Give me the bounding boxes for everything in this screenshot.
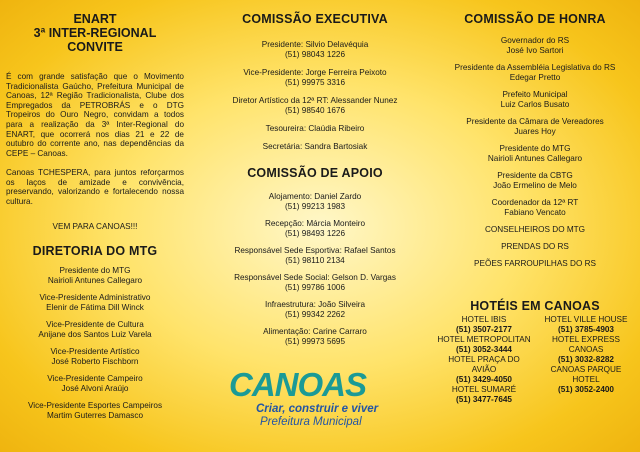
phone: (51) 98110 2134 <box>285 256 345 265</box>
member: Vice-Presidente: Jorge Ferreira Peixoto <box>243 68 387 77</box>
person-name: Martim Guterres Damasco <box>47 411 143 420</box>
invitation-closing: VEM PARA CANOAS!!! <box>52 222 138 231</box>
list-item <box>436 117 634 137</box>
list-item <box>436 198 634 218</box>
list-item <box>6 347 184 367</box>
title-line: ENART <box>73 12 117 26</box>
hotel-name: HOTEL IBIS <box>461 315 507 324</box>
hotel-phone: (51) 3429-4050 <box>456 375 512 384</box>
member: Responsável Sede Social: Gelson D. Vargas <box>234 273 396 282</box>
phone: (51) 99213 1983 <box>284 202 346 211</box>
list-item <box>214 96 416 116</box>
phone: (51) 98493 1226 <box>284 229 346 238</box>
list-item <box>214 142 416 152</box>
member: Tesoureira: Claúdia Ribeiro <box>265 124 365 133</box>
title-line: 3ª INTER-REGIONAL <box>33 26 157 40</box>
list-item <box>436 63 634 83</box>
phone: (51) 99975 3316 <box>284 78 346 87</box>
person-name: Nairioli Antunes Callegaro <box>47 276 143 285</box>
person-name: João Ermelino de Melo <box>493 181 577 190</box>
logo-slogan: Criar, construir e viver <box>256 403 379 415</box>
list-item <box>6 266 184 286</box>
role: Presidente do MTG <box>499 144 571 153</box>
person-name: José Ivo Sartori <box>506 46 564 55</box>
invitation-title <box>6 12 184 54</box>
executiva-list <box>214 40 416 152</box>
list-item <box>214 327 416 347</box>
list-item <box>214 68 416 88</box>
list-item <box>436 259 634 269</box>
member: Alimentação: Carine Carraro <box>263 327 367 336</box>
hotel-phone: (51) 3785-4903 <box>558 325 614 334</box>
role: Vice-Presidente de Cultura <box>46 320 144 329</box>
role: Presidente da Assembléia Legislativa do RS <box>454 63 616 72</box>
logo-subtitle: Prefeitura Municipal <box>260 416 362 428</box>
hotel-phone: (51) 3032-8282 <box>558 355 614 364</box>
role: Vice-Presidente Campeiro <box>47 374 143 383</box>
member: Responsável Sede Esportiva: Rafael Santos <box>234 246 396 255</box>
executiva-heading: COMISSÃO EXECUTIVA <box>242 12 388 26</box>
list-item <box>436 90 634 110</box>
role: Vice-Presidente Artístico <box>50 347 140 356</box>
hotel-name: CANOAS PARQUE HOTEL <box>550 365 622 384</box>
list-item <box>214 124 416 134</box>
list-item <box>214 246 416 266</box>
list-item <box>6 374 184 394</box>
hoteis-heading: HOTÉIS EM CANOAS <box>470 299 600 313</box>
diretoria-list <box>6 266 184 421</box>
role: Governador do RS <box>500 36 570 45</box>
list-item <box>214 273 416 293</box>
member: Infraestrutura: João Silveira <box>264 300 366 309</box>
hotel-phone: (51) 3052-3444 <box>456 345 512 354</box>
member: Recepção: Márcia Monteiro <box>264 219 366 228</box>
honra-list <box>436 36 634 269</box>
list-item <box>6 293 184 313</box>
hotels-grid <box>436 315 634 405</box>
person-name: Fabiano Vencato <box>504 208 566 217</box>
role: PRENDAS DO RS <box>501 242 569 251</box>
column-invitation <box>6 0 184 452</box>
list-item <box>436 225 634 235</box>
member: Presidente: Silvio Delavéquia <box>261 40 369 49</box>
phone: (51) 99973 5695 <box>284 337 346 346</box>
person-name: Juares Hoy <box>514 127 556 136</box>
invitation-text: É com grande satisfação que o Movimento Tradicionalista Gaúcho, Prefeitura Municipal de Canoas, 12ª Região Tradicionalista, Clube dos Empregados da PETROBRÁS e o DTG Tropeiros do Ouro Negro, convidam a todos para a realização da 3ª Inter-Regional do ENART, que ocorrerá nos dias 21 e 22 de outubro do corrente ano, nas dependências da CEPE – Canoas. <box>6 72 184 158</box>
role: PEÕES FARROUPILHAS DO RS <box>474 259 596 268</box>
person-name: Nairioli Antunes Callegaro <box>487 154 583 163</box>
list-item <box>214 40 416 60</box>
person-name: Anijane dos Santos Luiz Varela <box>38 330 152 339</box>
person-name: José Alvoni Araújo <box>61 384 129 393</box>
list-item <box>436 36 634 56</box>
phone: (51) 98043 1226 <box>284 50 346 59</box>
role: Presidente da CBTG <box>497 171 573 180</box>
role: Vice-Presidente Esportes Campeiros <box>27 401 163 410</box>
list-item <box>436 171 634 191</box>
column-honor <box>436 0 634 452</box>
hotel-name: HOTEL SUMARÉ <box>451 385 517 394</box>
apoio-list <box>214 192 416 347</box>
logo-wordmark: CANOAS <box>229 366 367 403</box>
phone: (51) 99342 2262 <box>284 310 346 319</box>
invitation-text-2: Canoas TCHESPERA, para juntos reforçarmos os laços de amizade e convivência, preservando, valorizando e fortalecendo nossa cultura. <box>6 168 184 206</box>
title-line: CONVITE <box>67 40 123 54</box>
phone: (51) 99786 1006 <box>284 283 346 292</box>
hotels-left <box>436 315 532 405</box>
member: Secretária: Sandra Bartosiak <box>262 142 368 151</box>
list-item <box>6 401 184 421</box>
member: Alojamento: Daniel Zardo <box>268 192 362 201</box>
list-item <box>214 192 416 212</box>
hotel-name: HOTEL PRAÇA DO AVIÃO <box>448 355 520 374</box>
role: Presidente da Câmara de Vereadores <box>466 117 604 126</box>
role: Vice-Presidente Administrativo <box>39 293 151 302</box>
hotels-right <box>538 315 634 405</box>
canoas-logo <box>224 366 414 436</box>
list-item <box>436 242 634 252</box>
diretoria-heading: DIRETORIA DO MTG <box>32 244 158 258</box>
person-name: Elenir de Fátima Dill Winck <box>46 303 144 312</box>
hotel-name: HOTEL EXPRESS CANOAS <box>552 335 620 354</box>
member: Diretor Artístico da 12ª RT: Alessander Nunez <box>232 96 398 105</box>
hotel-name: HOTEL METROPOLITAN <box>437 335 531 344</box>
phone: (51) 98540 1676 <box>284 106 346 115</box>
person-name: José Roberto Fischborn <box>51 357 139 366</box>
role: Presidente do MTG <box>59 266 131 275</box>
person-name: Luiz Carlos Busato <box>500 100 570 109</box>
role: Prefeito Municipal <box>502 90 568 99</box>
hotel-name: HOTEL VILLE HOUSE <box>544 315 628 324</box>
hotel-phone: (51) 3052-2400 <box>558 385 614 394</box>
apoio-heading: COMISSÃO DE APOIO <box>247 166 383 180</box>
person-name: Edegar Pretto <box>509 73 561 82</box>
hotel-phone: (51) 3507-2177 <box>456 325 512 334</box>
role: CONSELHEIROS DO MTG <box>484 225 586 234</box>
list-item <box>436 144 634 164</box>
honra-heading: COMISSÃO DE HONRA <box>464 12 606 26</box>
hotel-phone: (51) 3477-7645 <box>456 395 512 404</box>
role: Coordenador da 12ª RT <box>491 198 579 207</box>
list-item <box>6 320 184 340</box>
list-item <box>214 300 416 320</box>
list-item <box>214 219 416 239</box>
